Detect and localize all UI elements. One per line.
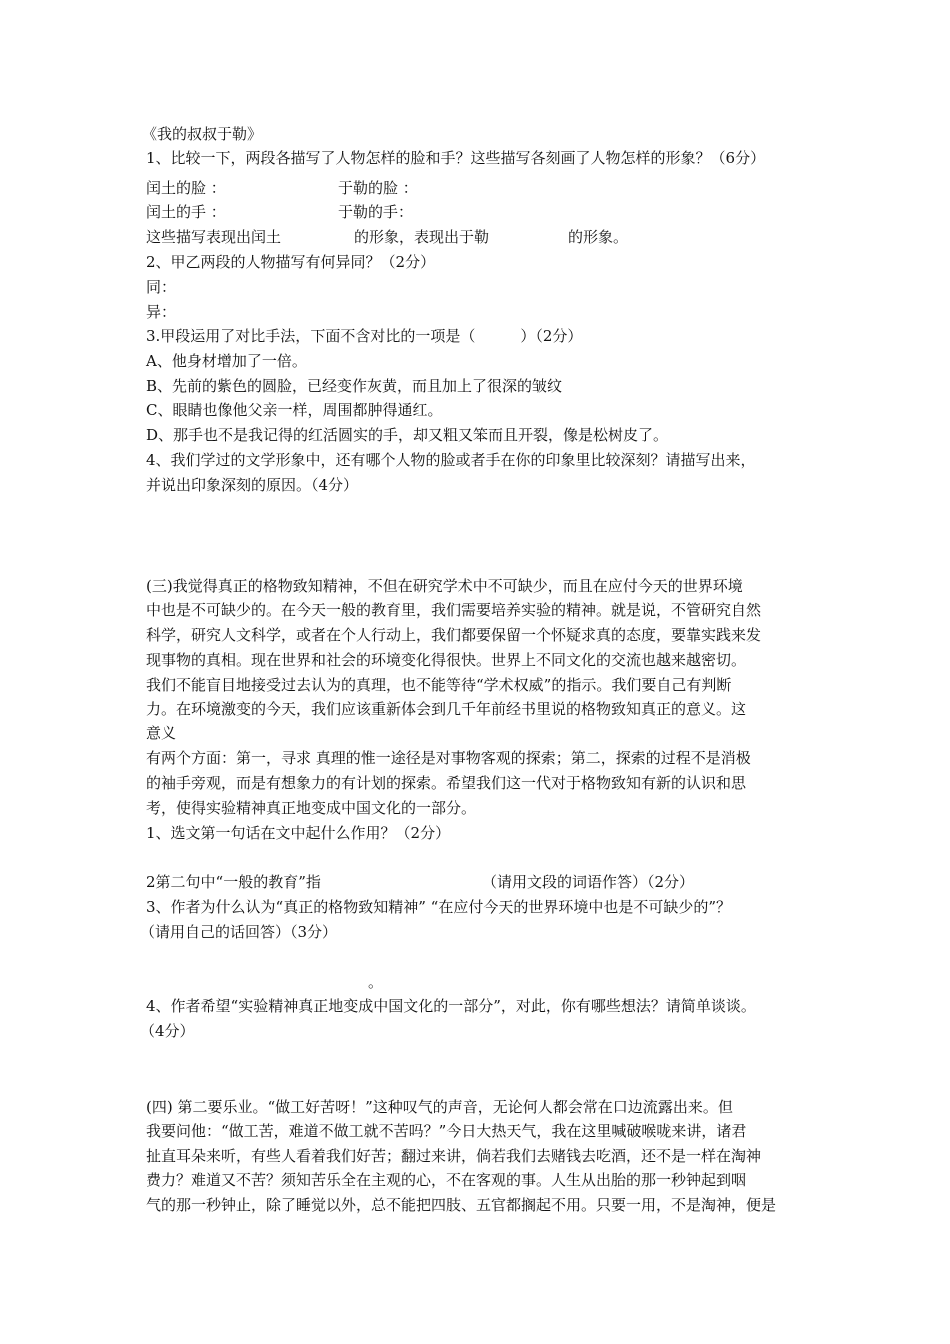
- question-2-part-a: 2第二句中“一般的教育”指: [146, 873, 321, 891]
- passage-line: 意义: [146, 724, 177, 742]
- question-3-line-2: （请用自己的话回答）（3分）: [140, 923, 338, 941]
- question-4-line-1: 4、作者希望“实验精神真正地变成中国文化的一部分”，对此，你有哪些想法？请简单谈谈。: [146, 997, 756, 1015]
- runtu-hand-label: 闰土的手 ：: [146, 203, 226, 221]
- passage-line: 我要问他：“做工苦，难道不做工就不苦吗？”今日大热天气，我在这里喊破喉咙来讲，诸君: [146, 1122, 747, 1140]
- passage-line: 现事物的真相。现在世界和社会的环境变化得很快。世界上不同文化的交流也越来越密切。: [146, 651, 747, 669]
- question-4-line-2: 并说出印象深刻的原因。（4分）: [146, 476, 359, 494]
- passage-line: 的袖手旁观，而是有想象力的有计划的探索。希望我们这一代对于格物致知有新的认识和思: [146, 774, 747, 792]
- summary-part-b: 的形象，表现出于勒: [354, 228, 490, 246]
- answer-same-label: 同：: [146, 278, 177, 296]
- answer-row-hand: [146, 202, 846, 222]
- option-c: C、眼睛也像他父亲一样，周围都肿得通红。: [146, 401, 443, 419]
- passage-line: 气的那一秒钟止，除了睡觉以外，总不能把四肢、五官都搁起不用。只要一用，不是淘神，便是: [146, 1196, 777, 1214]
- passage-line: 考，使得实验精神真正地变成中国文化的一部分。: [146, 799, 477, 817]
- jules-face-label: 于勒的脸 ：: [338, 179, 418, 197]
- answer-row-summary: [146, 227, 846, 247]
- passage-line: 我们不能盲目地接受过去认为的真理，也不能等待“学术权威”的指示。我们要自己有判断: [146, 676, 732, 694]
- passage-line: (四) 第二要乐业。“做工好苦呀！”这种叹气的声音，无论何人都会常在口边流露出来。但: [146, 1098, 733, 1116]
- passage-line: 费力？难道又不苦？须知苦乐全在主观的心，不在客观的事。人生从出胎的那一秒钟起到咽: [146, 1171, 747, 1189]
- passage-line: 扯直耳朵来听，有些人看着我们好苦；翻过来讲，倘若我们去赌钱去吃酒，还不是一样在淘神: [146, 1147, 762, 1165]
- summary-part-a: 这些描写表现出闰土: [146, 228, 282, 246]
- question-3-end-mark: 。: [368, 973, 384, 991]
- question-1: 1、选文第一句话在文中起什么作用？（2分）: [146, 824, 451, 842]
- summary-part-c: 的形象。: [568, 228, 629, 246]
- question-2: 2、甲乙两段的人物描写有何异同？（2分）: [146, 253, 436, 271]
- passage-line: 中也是不可缺少的。在今天一般的教育里，我们需要培养实验的精神。就是说，不管研究自然: [146, 601, 762, 619]
- passage-line: (三)我觉得真正的格物致知精神，不但在研究学术中不可缺少，而且在应付今天的世界环境: [146, 577, 743, 595]
- runtu-face-label: 闰土的脸 ：: [146, 179, 226, 197]
- question-2: [146, 872, 846, 892]
- option-a: A、他身材增加了一倍。: [146, 352, 307, 370]
- question-4-line-2: （4分）: [140, 1022, 195, 1040]
- section-title: 《我的叔叔于勒》: [142, 125, 263, 143]
- question-3-line-1: 3、作者为什么认为“真正的格物致知精神” “在应付今天的世界环境中也是不可缺少的”？: [146, 898, 731, 916]
- passage-line: 有两个方面：第一，寻求 真理的惟一途径是对事物客观的探索；第二，探索的过程不是消极: [146, 749, 751, 767]
- question-2-part-b: （请用文段的词语作答）（2分）: [482, 873, 695, 891]
- passage-line: 科学，研究人文科学，或者在个人行动上，我们都要保留一个怀疑求真的态度，要靠实践来发: [146, 626, 762, 644]
- question-4-line-1: 4、我们学过的文学形象中，还有哪个人物的脸或者手在你的印象里比较深刻？请描写出来，: [146, 451, 756, 469]
- answer-row-face: [146, 178, 846, 198]
- question-3: 3.甲段运用了对比手法，下面不含对比的一项是（ ）（2分）: [146, 327, 583, 345]
- jules-hand-label: 于勒的手：: [338, 203, 414, 221]
- answer-diff-label: 异：: [146, 303, 177, 321]
- passage-line: 力。在环境激变的今天，我们应该重新体会到几千年前经书里说的格物致知真正的意义。这: [146, 700, 747, 718]
- option-d: D、那手也不是我记得的红活圆实的手，却又粗又笨而且开裂，像是松树皮了。: [146, 426, 669, 444]
- question-1: 1、比较一下，两段各描写了人物怎样的脸和手？这些描写各刻画了人物怎样的形象？（6分）: [146, 149, 766, 167]
- option-b: B、先前的紫色的圆脸，已经变作灰黄，而且加上了很深的皱纹: [146, 377, 563, 395]
